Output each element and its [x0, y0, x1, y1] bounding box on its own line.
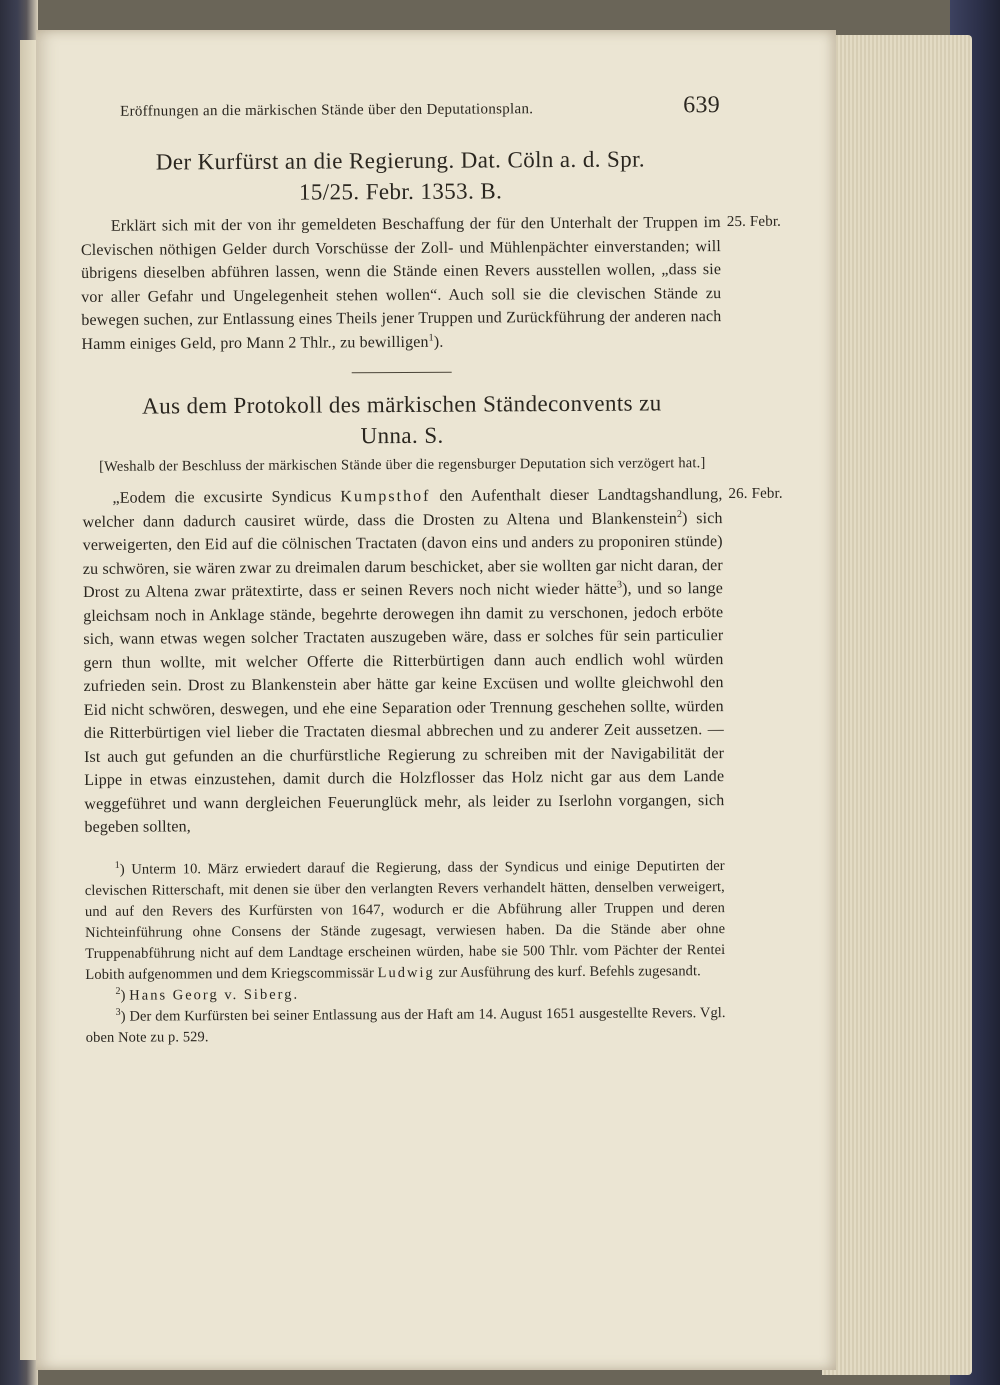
footnote-ref-1: 1	[428, 331, 434, 344]
name-kumpsthof: Kumpsthof	[340, 487, 431, 506]
section1-body: Erklärt sich mit der von ihr gemeldeten Beschaffung der für den Unterhalt der Truppen im Clevischen nöthigen Gelder durch Vorschüsse der Zoll- und Mühlenpächter einverstanden; will übrigens dieselben abführen lassen, wenn die Stände einen Revers ausstellen wollen, „dass sie vor aller Gefahr und Ungelegenheit stehen wollen“. Auch soll sie die clevischen Stände zu bewegen suchen, zur Entlassung eines Theils jener Truppen und Zurückführung der anderen nach Hamm einiges Geld, pro Mann 2 Thlr., zu bewilligen	[80, 214, 722, 353]
section2-editorial-note: [Weshalb der Beschluss der märkischen Stände über die regensburger Deputation sich verzögert hat.]	[99, 455, 706, 475]
section2-text-c: ) sich verweigerten, den Eid auf die cölnischen Tractaten (davon eins und anders zu proponiren stünde) zu schwören, sie wären zwar zu dreimalen darum beschicket, aber sie wollten gar nicht daran, der Drost zu Altena zwar prätextirte, dass er seinen Revers noch nicht wieder hätte	[82, 509, 723, 601]
section2-paragraph	[82, 483, 783, 839]
section1-margin-date: 25. Febr.	[726, 213, 782, 231]
section-divider	[352, 372, 452, 374]
section1-body-end: ).	[433, 333, 444, 351]
footnote-2-name: Hans Georg v. Siberg	[129, 986, 294, 1004]
section1-heading-line2: 15/25. Febr. 1353. B.	[298, 178, 503, 205]
page-number: 639	[683, 92, 721, 119]
section2-text-a: „Eodem die excusirte Syndicus	[112, 488, 341, 507]
section2-text-d: ), und so lange gleichsam noch in Anklage stände, begehrte derowegen ihn damit zu verschonen, jedoch erböte sich, wann etwas wegen solcher Tractaten auszugeben wäre, dass er solches für sein particulier gern thun wollte, mit welcher Offerte die Ritterbürtigen dann auch endlich wohl würden zufrieden sein. Drost zu Blankenstein aber hätte gar keine Excüsen und wollte gleichwohl den Eid nicht schwören, deswegen, und ehe eine Separation oder Trennung geschehen sollte, würden die Ritterbürtigen viel lieber die Tractaten diesmal abbrechen und zu anderer Zeit aussetzen. — Ist auch gut gefunden an die churfürstliche Regierung zu schreiben mit der Navigabilität der Lippe in etwas einzustehen, damit durch die Holzflosser das Holz nicht gar aus dem Lande weggeführet und wann dergleichen Feuerunglück mehr, als leider zu Iserlohn vorgangen, sich begeben sollten,	[83, 580, 725, 836]
section2-heading-line2: Unna. S.	[360, 422, 444, 449]
running-head-title: Eröffnungen an die märkischen Stände über den Deputationsplan.	[120, 101, 534, 120]
footnote-2-text-b: .	[293, 986, 298, 1003]
footnote-3-text-a: ) Der dem Kurfürsten bei seiner Entlassung aus der Haft am 14. August 1651 ausgestellte Revers. Vgl. oben Note zu p. 529.	[85, 1004, 726, 1046]
footnote-1	[85, 856, 726, 986]
footnote-2-text-a: )	[120, 987, 130, 1004]
footnote-1-text-b: zur Ausführung des kurf. Befehls zugesandt.	[434, 962, 701, 981]
footnote-1-name: Ludwig	[377, 964, 435, 981]
footnote-1-number: 1	[114, 859, 120, 871]
page-content	[80, 92, 783, 1048]
page-block-edges	[822, 35, 972, 1375]
footnote-3-number: 3	[115, 1006, 121, 1018]
section2-heading	[82, 387, 722, 453]
section1-heading-line1: Der Kurfürst an die Regierung. Dat. Cöln a. d. Spr.	[155, 146, 646, 175]
section2-margin-date: 26. Febr.	[728, 485, 783, 503]
section1-heading	[80, 143, 720, 209]
section2-text-b: den Aufenthalt dieser Landtagshandlung, welcher dann dadurch causiret würde, dass die Drosten zu Altena und Blankenstein	[82, 486, 723, 531]
footnote-2-number: 2	[115, 985, 121, 997]
section1-paragraph	[80, 211, 782, 356]
running-head	[120, 92, 720, 123]
footnote-3	[86, 1003, 726, 1049]
footnote-ref-2: 2	[676, 508, 683, 520]
section2-heading-line1: Aus dem Protokoll des märkischen Ständeconvents zu	[142, 390, 662, 419]
footnote-ref-3: 3	[616, 579, 623, 591]
book-page	[36, 30, 836, 1370]
footnote-1-text-a: ) Unterm 10. März erwiedert darauf die Regierung, dass der Syndicus und einige Deputirten der clevischen Ritterschaft, mit denen sie über den verlangten Revers verhandelt hätten, denselben verweigert, und auf den Revers des Kurfürsten von 1647, wodurch er die Abführung aller Truppen und deren Nichteinführung ohne Consens der Stände zugesagt, verwiesen haben. Da die Stände aber ohne Truppenabführung nicht auf dem Landtage erscheinen würden, habe sie 500 Thlr. vom Pächter der Rentei Lobith aufgenommen und dem Kriegscommissär	[84, 857, 726, 983]
